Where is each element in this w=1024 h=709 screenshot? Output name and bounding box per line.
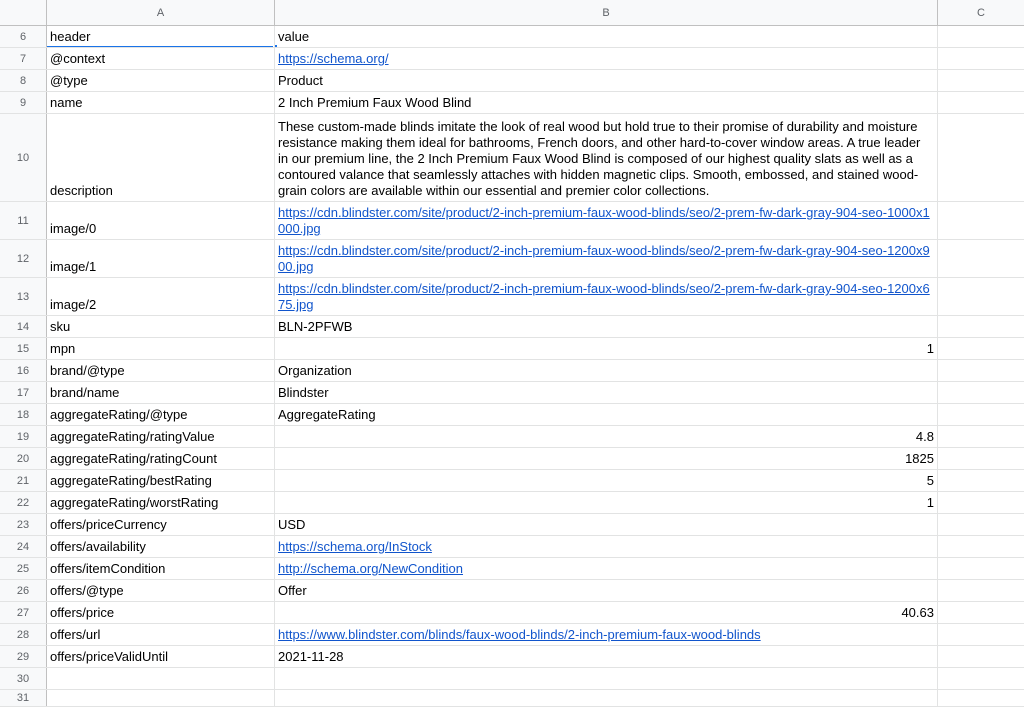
row-number[interactable]: 17 <box>0 382 47 403</box>
cell-b-text: USD <box>278 517 306 532</box>
table-row <box>0 580 1024 602</box>
table-row <box>0 404 1024 426</box>
cell-b-text: 1 <box>926 341 934 356</box>
cell-a-text: offers/priceCurrency <box>50 517 167 532</box>
select-all-corner[interactable] <box>0 0 47 25</box>
table-row <box>0 668 1024 690</box>
cell-a-text: aggregateRating/worstRating <box>50 495 219 510</box>
cell-a[interactable] <box>47 492 275 513</box>
cell-b-text: Organization <box>278 363 352 378</box>
cell-c[interactable] <box>938 448 1024 469</box>
hyperlink[interactable]: https://cdn.blindster.com/site/product/2-inch-premium-faux-wood-blinds/seo/2-prem-fw-dark-gray-904-seo-1200x900.jpg <box>278 243 930 274</box>
cell-a-text: description <box>50 183 113 198</box>
cell-b[interactable] <box>275 470 938 491</box>
table-row <box>0 114 1024 202</box>
cell-a-text: offers/availability <box>50 539 146 554</box>
cell-c[interactable] <box>938 316 1024 337</box>
cell-c[interactable] <box>938 602 1024 623</box>
cell-a-text: aggregateRating/ratingCount <box>50 451 217 466</box>
cell-b[interactable] <box>275 580 938 601</box>
cell-b-link[interactable] <box>275 624 938 645</box>
fill-handle[interactable] <box>275 44 278 47</box>
cell-a-text: @context <box>50 51 106 66</box>
table-row <box>0 690 1024 707</box>
hyperlink[interactable]: http://schema.org/NewCondition <box>278 561 463 576</box>
cell-a-text: image/0 <box>50 221 97 236</box>
cell-grid <box>0 26 1024 707</box>
table-row <box>0 26 1024 48</box>
cell-a-text: offers/@type <box>50 583 124 598</box>
cell-a[interactable] <box>47 448 275 469</box>
table-row <box>0 558 1024 580</box>
cell-a[interactable] <box>47 92 275 113</box>
hyperlink[interactable]: https://www.blindster.com/blinds/faux-wood-blinds/2-inch-premium-faux-wood-blinds <box>278 627 761 642</box>
cell-b[interactable] <box>275 514 938 535</box>
table-row <box>0 48 1024 70</box>
row-number[interactable]: 25 <box>0 558 47 579</box>
cell-a-text: offers/priceValidUntil <box>50 649 169 664</box>
cell-c[interactable] <box>938 70 1024 91</box>
cell-b-text: Blindster <box>278 385 329 400</box>
column-header-c[interactable]: C <box>977 6 985 19</box>
cell-b-text: 2 Inch Premium Faux Wood Blind <box>278 95 472 110</box>
table-row <box>0 536 1024 558</box>
cell-b[interactable] <box>275 448 938 469</box>
cell-a[interactable] <box>47 558 275 579</box>
cell-a[interactable] <box>47 646 275 667</box>
cell-b-text: Product <box>278 73 323 88</box>
cell-b-text: 5 <box>926 473 934 488</box>
cell-a[interactable] <box>47 404 275 425</box>
row-number[interactable]: 9 <box>0 92 47 113</box>
row-number[interactable]: 7 <box>0 48 47 69</box>
cell-a[interactable] <box>47 470 275 491</box>
cell-b[interactable] <box>275 114 938 201</box>
table-row <box>0 316 1024 338</box>
cell-b-text: 1825 <box>905 451 934 466</box>
cell-c[interactable] <box>938 492 1024 513</box>
cell-c[interactable] <box>938 92 1024 113</box>
row-number[interactable]: 31 <box>0 690 47 706</box>
cell-a[interactable] <box>47 382 275 403</box>
table-row <box>0 426 1024 448</box>
cell-b[interactable] <box>275 92 938 113</box>
table-row <box>0 240 1024 278</box>
cell-c[interactable] <box>938 48 1024 69</box>
cell-c[interactable] <box>938 338 1024 359</box>
cell-b[interactable] <box>275 316 938 337</box>
cell-a-text: offers/itemCondition <box>50 561 166 576</box>
row-number[interactable]: 10 <box>0 114 47 201</box>
cell-a-text: aggregateRating/bestRating <box>50 473 212 488</box>
hyperlink[interactable]: https://cdn.blindster.com/site/product/2-inch-premium-faux-wood-blinds/seo/2-prem-fw-dark-gray-904-seo-1000x1000.jpg <box>278 205 930 236</box>
cell-a[interactable] <box>47 580 275 601</box>
cell-c[interactable] <box>938 382 1024 403</box>
row-number[interactable]: 11 <box>0 202 47 239</box>
row-number[interactable]: 24 <box>0 536 47 557</box>
hyperlink[interactable]: https://schema.org/ <box>278 51 389 66</box>
row-number[interactable]: 15 <box>0 338 47 359</box>
table-row <box>0 92 1024 114</box>
cell-b[interactable] <box>275 338 938 359</box>
cell-b-text: These custom-made blinds imitate the look of real wood but hold true to their promise of durability and moisture resistance making them ideal for bathrooms, French doors, and other hard-to-cover window areas. A true leader in our premium line, the 2 Inch Premium Faux Wood Blind is composed of our highest quality slats as well as a contoured valance that seamlessly attaches with hidden magnetic clips. Smooth, embossed, and stained wood-grain colors are available within our essential and premier color collections. <box>278 119 921 198</box>
cell-a-text: aggregateRating/ratingValue <box>50 429 215 444</box>
cell-a[interactable] <box>47 48 275 69</box>
cell-c[interactable] <box>938 668 1024 689</box>
column-header-b[interactable]: B <box>275 0 938 25</box>
cell-b[interactable] <box>275 70 938 91</box>
cell-a[interactable] <box>47 70 275 91</box>
cell-a-text: sku <box>50 319 71 334</box>
table-row <box>0 470 1024 492</box>
row-number[interactable]: 13 <box>0 278 47 315</box>
cell-c[interactable] <box>938 580 1024 601</box>
cell-b[interactable] <box>275 360 938 381</box>
cell-b[interactable] <box>275 492 938 513</box>
cell-b-link[interactable] <box>275 536 938 557</box>
cell-b-text: 1 <box>926 495 934 510</box>
row-number[interactable]: 27 <box>0 602 47 623</box>
row-number[interactable]: 8 <box>0 70 47 91</box>
cell-b-link[interactable] <box>275 278 938 315</box>
cell-a-text: offers/url <box>50 627 101 642</box>
table-row <box>0 278 1024 316</box>
cell-c[interactable] <box>938 404 1024 425</box>
cell-a-text: aggregateRating/@type <box>50 407 188 422</box>
row-number[interactable]: 12 <box>0 240 47 277</box>
row-number[interactable]: 29 <box>0 646 47 667</box>
cell-a-text: brand/@type <box>50 363 125 378</box>
cell-a[interactable] <box>47 278 275 315</box>
cell-a-text: @type <box>50 73 88 88</box>
cell-b[interactable] <box>275 690 938 706</box>
cell-a-text: name <box>50 95 83 110</box>
row-number[interactable]: 30 <box>0 668 47 689</box>
row-number[interactable]: 19 <box>0 426 47 447</box>
cell-b-text: 2021-11-28 <box>278 649 344 664</box>
row-number[interactable]: 28 <box>0 624 47 645</box>
column-header-a[interactable]: A <box>47 0 275 25</box>
cell-b[interactable] <box>275 602 938 623</box>
hyperlink[interactable]: https://cdn.blindster.com/site/product/2-inch-premium-faux-wood-blinds/seo/2-prem-fw-dark-gray-904-seo-1200x675.jpg <box>278 281 930 312</box>
cell-b-link[interactable] <box>275 240 938 277</box>
cell-c[interactable] <box>938 26 1024 47</box>
cell-b-text: 4.8 <box>915 429 934 444</box>
cell-c[interactable] <box>938 114 1024 201</box>
cell-c[interactable] <box>938 360 1024 381</box>
cell-b[interactable] <box>275 426 938 447</box>
column-header-row <box>0 0 1024 26</box>
table-row <box>0 646 1024 668</box>
cell-a[interactable] <box>47 426 275 447</box>
cell-a-text: header <box>50 29 91 44</box>
cell-c[interactable] <box>938 240 1024 277</box>
table-row <box>0 338 1024 360</box>
table-row <box>0 514 1024 536</box>
cell-b-link[interactable] <box>275 202 938 239</box>
cell-b-text: BLN-2PFWB <box>278 319 353 334</box>
cell-c[interactable] <box>938 514 1024 535</box>
table-row <box>0 360 1024 382</box>
row-number[interactable]: 6 <box>0 26 47 47</box>
row-number[interactable]: 14 <box>0 316 47 337</box>
cell-b[interactable] <box>275 26 938 47</box>
cell-c[interactable] <box>938 278 1024 315</box>
cell-a[interactable] <box>47 668 275 689</box>
row-number[interactable]: 18 <box>0 404 47 425</box>
hyperlink[interactable]: https://schema.org/InStock <box>278 539 432 554</box>
cell-a[interactable] <box>47 360 275 381</box>
cell-b[interactable] <box>275 668 938 689</box>
cell-b-text: value <box>278 29 310 44</box>
cell-a-text: mpn <box>50 341 76 356</box>
table-row <box>0 448 1024 470</box>
cell-b-link[interactable] <box>275 558 938 579</box>
row-number[interactable]: 21 <box>0 470 47 491</box>
row-number[interactable]: 16 <box>0 360 47 381</box>
cell-c[interactable] <box>938 470 1024 491</box>
cell-b-text: Offer <box>278 583 307 598</box>
table-row <box>0 382 1024 404</box>
cell-b-text: AggregateRating <box>278 407 376 422</box>
cell-a[interactable] <box>47 240 275 277</box>
table-row <box>0 492 1024 514</box>
selection-border <box>47 46 273 47</box>
table-row <box>0 624 1024 646</box>
table-row <box>0 70 1024 92</box>
cell-a[interactable] <box>47 602 275 623</box>
row-number[interactable]: 20 <box>0 448 47 469</box>
cell-a-text: brand/name <box>50 385 120 400</box>
cell-b[interactable] <box>275 382 938 403</box>
cell-a-text: image/2 <box>50 297 97 312</box>
cell-a[interactable] <box>47 624 275 645</box>
cell-b-link[interactable] <box>275 48 938 69</box>
cell-c[interactable] <box>938 536 1024 557</box>
cell-c[interactable] <box>938 624 1024 645</box>
cell-c[interactable] <box>938 690 1024 706</box>
table-row <box>0 602 1024 624</box>
cell-a[interactable] <box>47 536 275 557</box>
table-row <box>0 202 1024 240</box>
cell-c[interactable] <box>938 202 1024 239</box>
cell-a[interactable] <box>47 338 275 359</box>
cell-a[interactable] <box>47 316 275 337</box>
cell-c[interactable] <box>938 426 1024 447</box>
row-number[interactable]: 23 <box>0 514 47 535</box>
cell-c[interactable] <box>938 558 1024 579</box>
cell-a[interactable] <box>47 202 275 239</box>
row-number[interactable]: 26 <box>0 580 47 601</box>
cell-a-text: offers/price <box>50 605 115 620</box>
cell-a[interactable] <box>47 114 275 201</box>
cell-a-text: image/1 <box>50 259 97 274</box>
cell-a[interactable] <box>47 26 275 47</box>
cell-b[interactable] <box>275 404 938 425</box>
cell-a[interactable] <box>47 514 275 535</box>
row-number[interactable]: 22 <box>0 492 47 513</box>
cell-b-text: 40.63 <box>901 605 934 620</box>
cell-a[interactable] <box>47 690 275 706</box>
cell-b[interactable] <box>275 646 938 667</box>
cell-c[interactable] <box>938 646 1024 667</box>
